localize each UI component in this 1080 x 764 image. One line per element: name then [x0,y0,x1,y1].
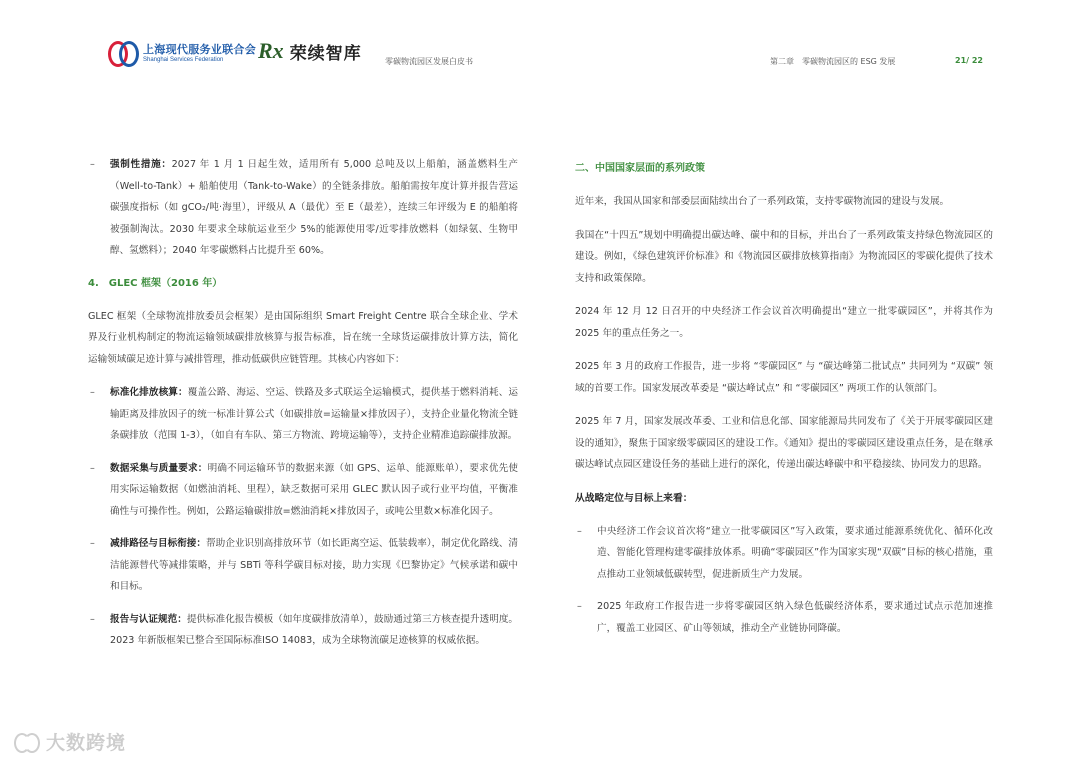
list-item [575,596,993,639]
item-body: 2027 年 1 月 1 日起生效，适用所有 5,000 总吨及以上船舶，涵盖燃料生产（Well-to-Tank）+ 船舶使用（Tank-to-Wake）的全链条排放。船舶需按年度计算并报告营运碳强度指标（如 gCO₂/吨·海里），评级从 A（最优）至 E（最差），连续三年评级为 E 的船舶将被强制淘汰。2030 年要求全球航运业至少 5%的能源使用零/近零排放燃料（如绿氨、生物甲醇、氢燃料）；2040 年零碳燃料占比提升至 60%。 [110,159,519,256]
paragraph: 我国在“十四五”规划中明确提出碳达峰、碳中和的目标，并出台了一系列政策支持绿色物流园区的建设。例如，《绿色建筑评价标准》和《物流园区碳排放核算指南》为物流园区的零碳化提供了技术支持和政策保障。 [575,229,993,284]
item-body: 帮助企业识别高排放环节（如长距离空运、低装载率），制定优化路线、清洁能源替代等减排策略，并与 SBTi 等科学碳目标对接，助力实现《巴黎协定》气候承诺和碳中和目标。 [110,538,519,592]
page-number: 21/ 22 [955,56,983,65]
watermark-logo-icon [12,731,40,753]
document-title: 零碳物流园区发展白皮书 [385,57,473,66]
item-body: 中央经济工作会议首次将“建立一批零碳园区”写入政策，要求通过能源系统优化、循环化改造、智能化管理构建零碳排放体系。明确“零碳园区”作为国家实现“双碳”目标的核心措施，重点推动工业领域低碳转型，促进新质生产力发展。 [597,525,993,580]
section-heading: 4. GLEC 框架（2016 年） [88,277,223,289]
federation-logo [107,40,256,66]
list-item [88,382,518,447]
brand-name: 荣续智库 [289,43,362,64]
sub-heading: 从战略定位与目标上来看： [575,492,693,504]
brand-mark-icon: Rx [258,38,284,63]
paragraph: 2025 年 7 月，国家发展改革委、工业和信息化部、国家能源局共同发布了《关于开展零碳园区建设的通知》，聚焦于国家级零碳园区的建设工作。《通知》提出的零碳园区建设重点任务，是在继承碳达峰试点园区建设任务的基础上进行的深化，传递出碳达峰碳中和平稳接续、协同发力的思路。 [575,416,993,470]
item-body: 覆盖公路、海运、空运、铁路及多式联运全运输模式，提供基于燃料消耗、运输距离及排放因子的统一标准计算公式（如碳排放=运输量×排放因子），支持企业量化物流全链条碳排放（范围 1-3），（如自有车队、第三方物流、跨境运输等），支持企业精准追踪碳排放源。 [110,387,519,441]
dash-bullet: – [90,387,95,398]
dash-bullet: – [90,462,95,474]
item-body: 明确不同运输环节的数据来源（如 GPS、运单、能源账单），要求优先使用实际运输数据（如燃油消耗、里程），缺乏数据可采用 GLEC 默认因子或行业平均值，平衡准确性与可操作性。例如，公路运输碳排放=燃油消耗×排放因子，或吨公里数×标准化因子。 [110,462,519,517]
item-title: 报告与认证规范： [110,613,187,625]
item-title: 数据采集与质量要求： [110,462,208,474]
paragraph: GLEC 框架（全球物流排放委员会框架）是由国际组织 Smart Freight Centre 联合全球企业、学术界及行业机构制定的物流运输领域碳排放核算与报告标准，旨在统一全球货运碳排放计算方法，简化运输领域碳足迹计算与减排管理，推动低碳供应链管理。其核心内容如下： [88,310,518,365]
brand-logo [258,38,362,64]
dash-bullet: – [90,613,95,625]
dash-bullet: – [577,601,582,612]
federation-name-cn: 上海现代服务业联合会 [143,42,256,56]
dash-bullet: – [90,538,95,549]
item-title: 标准化排放核算： [110,387,188,398]
left-column [88,154,518,663]
dash-bullet: – [577,525,582,537]
chapter-title: 第二章 零碳物流园区的 ESG 发展 [770,57,896,66]
list-item [88,458,518,523]
item-title: 强制性措施： [110,159,172,170]
paragraph: 近年来，我国从国家和部委层面陆续出台了一系列政策，支持零碳物流园的建设与发展。 [575,196,950,207]
watermark [12,728,126,755]
right-column [575,154,993,650]
list-item [88,154,518,262]
paragraph: 2024 年 12 月 12 日召开的中央经济工作会议首次明确提出“建立一批零碳园区”，并将其作为 2025 年的重点任务之一。 [575,306,993,339]
list-item [88,609,518,652]
item-title: 减排路径与目标衔接： [110,538,207,549]
section-heading: 二、中国国家层面的系列政策 [575,163,705,174]
list-item [575,521,993,586]
list-item [88,533,518,598]
federation-logo-icon [107,40,137,66]
dash-bullet: – [90,159,95,170]
page-header [0,0,1080,80]
item-body: 提供标准化报告模板（如年度碳排放清单），鼓励通过第三方核查提升透明度。2023 年新版框架已整合至国际标准ISO 14083，成为全球物流碳足迹核算的权威依据。 [110,613,519,646]
paragraph: 2025 年 3 月的政府工作报告，进一步将 “零碳园区” 与 “碳达峰第二批试点” 共同列为 “双碳” 领域的首要工作。国家发展改革委是 “碳达峰试点” 和 “零碳园区” 两项工作的认领部门。 [575,361,993,394]
watermark-text: 大数跨境 [46,732,127,754]
item-body: 2025 年政府工作报告进一步将零碳园区纳入绿色低碳经济体系，要求通过试点示范加速推广，覆盖工业园区、矿山等领域，推动全产业链协同降碳。 [597,601,993,634]
federation-name-en: Shanghai Services Federation [143,56,224,63]
